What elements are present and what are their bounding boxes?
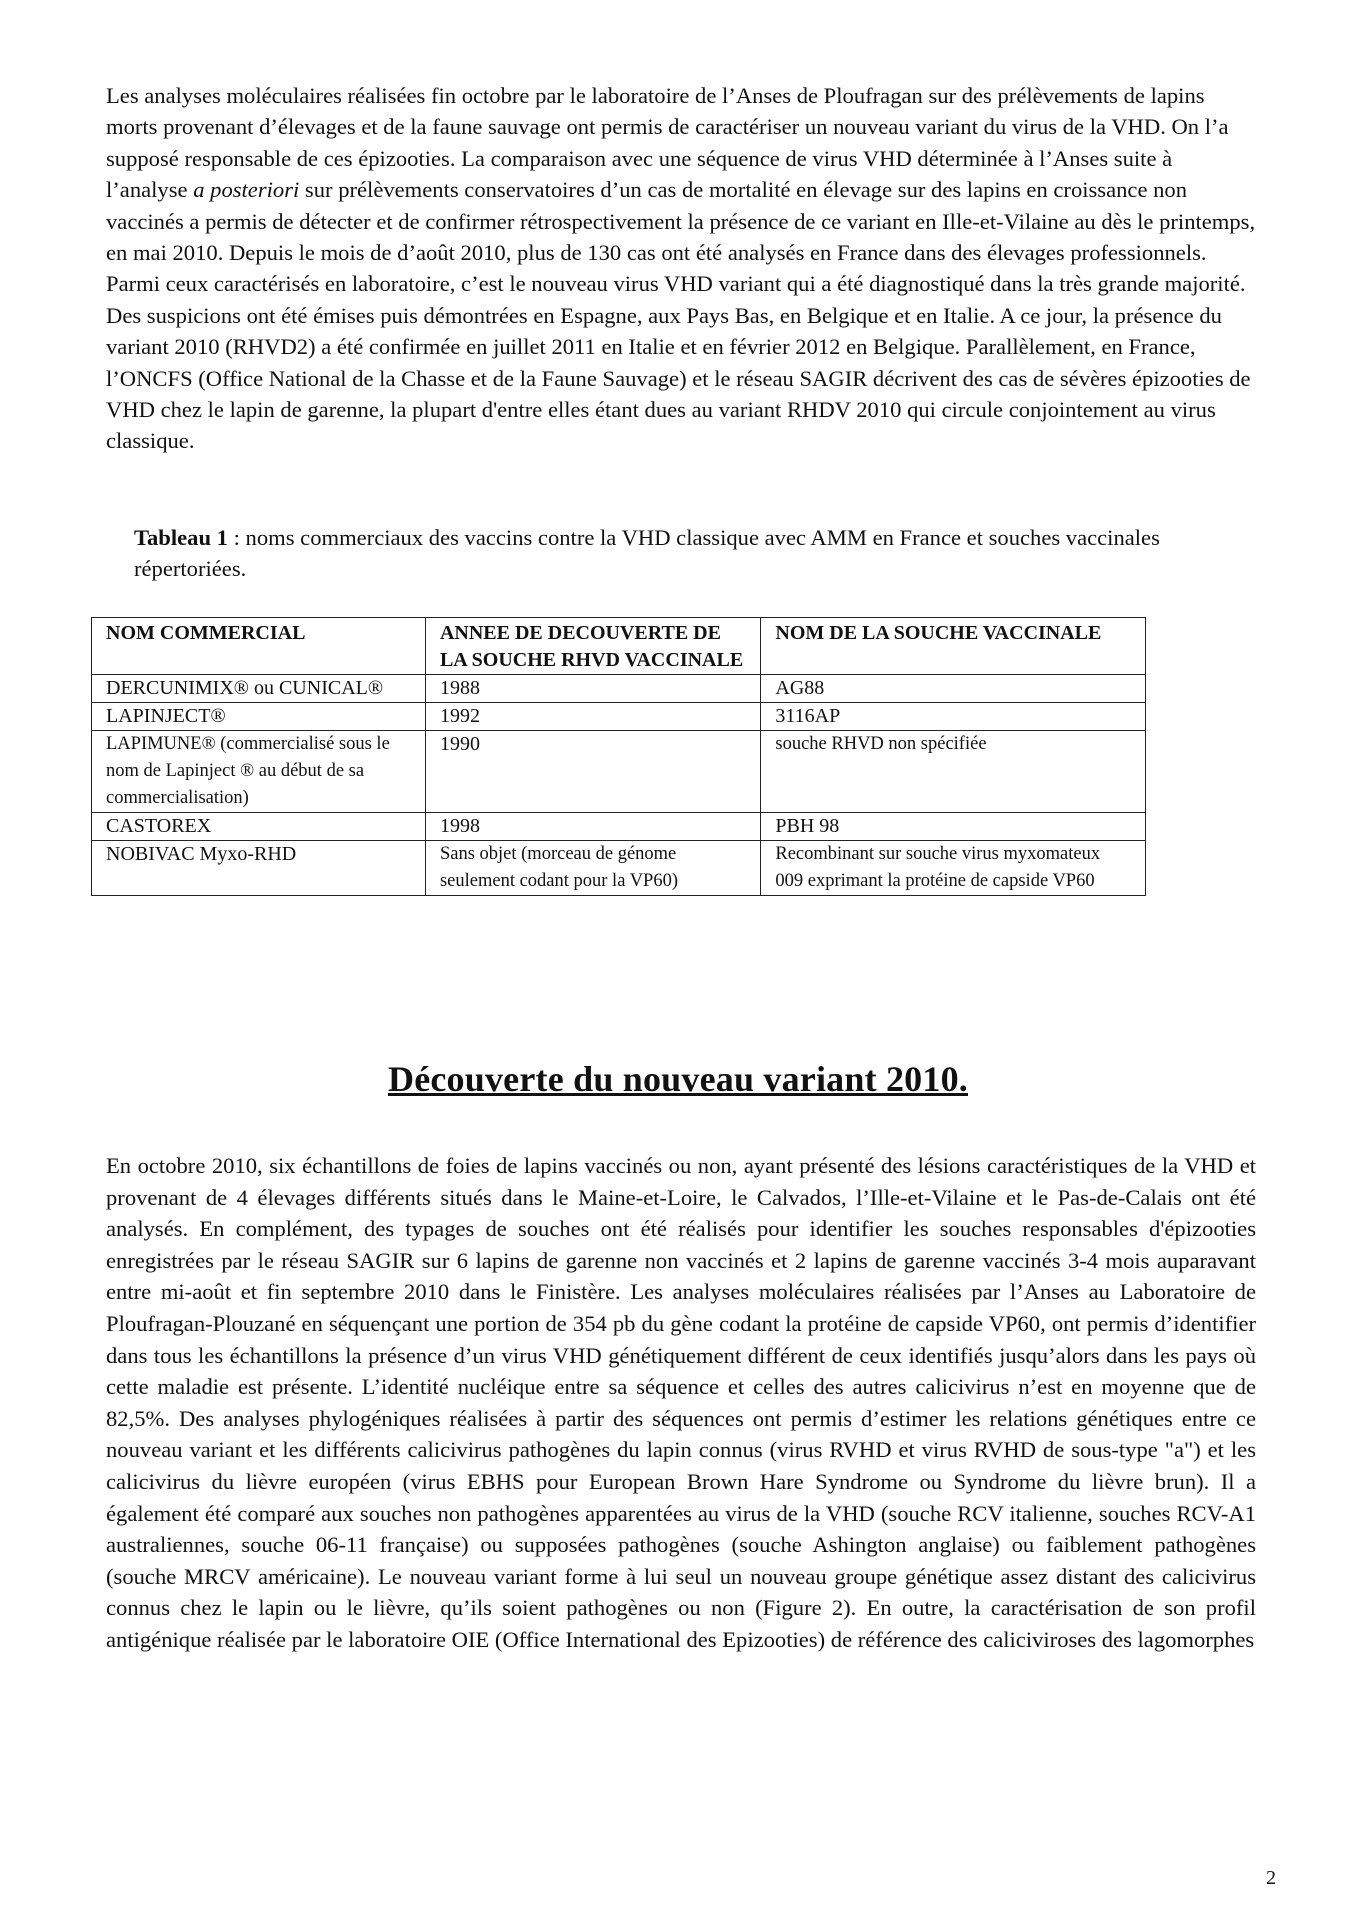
cell-commercial-name: CASTOREX — [92, 813, 426, 841]
table-caption — [134, 522, 1254, 585]
header-commercial-name: NOM COMMERCIAL — [92, 618, 426, 675]
header-discovery-year: ANNEE DE DECOUVERTE DE LA SOUCHE RHVD VACCINALE — [425, 618, 760, 675]
intro-text-part1: Les analyses moléculaires réalisées fin octobre par le laboratoire de l’Anses de Ploufragan sur des prélèvements de lapins morts provenant d’élevages et de la faune sauvage ont permis de caractériser un nouveau variant du virus de la VHD. On l’a supposé responsable de ces épizooties. La comparaison avec une séquence de virus VHD déterminée à l’Anses suite à l’analyse — [106, 83, 1229, 203]
cell-strain-name: AG88 — [761, 675, 1146, 703]
cell-strain-name: souche RHVD non spécifiée — [761, 731, 1146, 813]
cell-discovery-year: 1992 — [425, 703, 760, 731]
table-row — [92, 841, 1146, 896]
cell-commercial-name: NOBIVAC Myxo-RHD — [92, 841, 426, 896]
table-row — [92, 703, 1146, 731]
header-strain-name: NOM DE LA SOUCHE VACCINALE — [761, 618, 1146, 675]
intro-italic-term: a posteriori — [193, 177, 300, 203]
table-row — [92, 675, 1146, 703]
cell-discovery-year: Sans objet (morceau de génome seulement codant pour la VP60) — [425, 841, 760, 896]
cell-commercial-name: LAPIMUNE® (commercialisé sous le nom de Lapinject ® au début de sa commercialisation) — [92, 731, 426, 813]
cell-discovery-year: 1998 — [425, 813, 760, 841]
vaccine-table — [91, 617, 1146, 896]
page-number: 2 — [1266, 1867, 1276, 1889]
table-caption-text: : noms commerciaux des vaccins contre la VHD classique avec AMM en France et souches vaccinales répertoriées. — [134, 525, 1160, 582]
intro-paragraph — [106, 80, 1256, 457]
cell-commercial-name: DERCUNIMIX® ou CUNICAL® — [92, 675, 426, 703]
table-row — [92, 731, 1146, 813]
table-row — [92, 813, 1146, 841]
cell-strain-name: 3116AP — [761, 703, 1146, 731]
table-caption-label: Tableau 1 — [134, 525, 228, 550]
table-header-row — [92, 618, 1146, 675]
cell-strain-name: Recombinant sur souche virus myxomateux 009 exprimant la protéine de capside VP60 — [761, 841, 1146, 896]
body-paragraph: En octobre 2010, six échantillons de foies de lapins vaccinés ou non, ayant présenté des lésions caractéristiques de la VHD et provenant de 4 élevages différents situés dans le Maine-et-Loire, le Calvados, l’Ille-et-Vilaine et le Pas-de-Calais ont été analysés. En complément, des typages de souches ont été réalisés pour identifier les souches responsables d'épizooties enregistrées par le réseau SAGIR sur 6 lapins de garenne non vaccinés et 2 lapins de garenne vaccinés 3-4 mois auparavant entre mi-août et fin septembre 2010 dans le Finistère. Les analyses moléculaires réalisées par l’Anses au Laboratoire de Ploufragan-Plouzané en séquençant une portion de 354 pb du gène codant la protéine de capside VP60, ont permis d’identifier dans tous les échantillons la présence d’un virus VHD génétiquement différent de ceux identifiés jusqu’alors dans les pays où cette maladie est présente. L’identité nucléique entre sa séquence et celles des autres calicivirus n’est en moyenne que de 82,5%. Des analyses phylogéniques réalisées à partir des séquences ont permis d’estimer les relations génétiques entre ce nouveau variant et les différents calicivirus pathogènes du lapin connus (virus RVHD et virus RVHD de sous-type "a") et les calicivirus du lièvre européen (virus EBHS pour European Brown Hare Syndrome ou Syndrome du lièvre brun). Il a également été comparé aux souches non pathogènes apparentées au virus de la VHD (souche RCV italienne, souches RCV-A1 australiennes, souche 06-11 française) ou supposées pathogènes (souche Ashington anglaise) ou faiblement pathogènes (souche MRCV américaine). Le nouveau variant forme à lui seul un nouveau groupe génétique assez distant des calicivirus connus chez le lapin ou le lièvre, qu’ils soient pathogènes ou non (Figure 2). En outre, la caractérisation de son profil antigénique réalisée par le laboratoire OIE (Office International des Epizooties) de référence des caliciviroses des lagomorphes — [106, 1153, 1256, 1652]
cell-discovery-year: 1988 — [425, 675, 760, 703]
cell-discovery-year: 1990 — [425, 731, 760, 813]
cell-strain-name: PBH 98 — [761, 813, 1146, 841]
intro-text-part2: sur prélèvements conservatoires d’un cas de mortalité en élevage sur des lapins en croissance non vaccinés a permis de détecter et de confirmer rétrospectivement la présence de ce variant en Ille-et-Vilaine au dès le printemps, en mai 2010. Depuis le mois de d’août 2010, plus de 130 cas ont été analysés en France dans des élevages professionnels. Parmi ceux caractérisés en laboratoire, c’est le nouveau virus VHD variant qui a été diagnostiqué dans la très grande majorité. Des suspicions ont été émises puis démontrées en Espagne, aux Pays Bas, en Belgique et en Italie. A ce jour, la présence du variant 2010 (RHVD2) a été confirmée en juillet 2011 en Italie et en février 2012 en Belgique. Parallèlement, en France, l’ONCFS (Office National de la Chasse et de la Faune Sauvage) et le réseau SAGIR décrivent des cas de sévères épizooties de VHD chez le lapin de garenne, la plupart d'entre elles étant dues au variant RHDV 2010 qui circule conjointement au virus classique. — [106, 177, 1256, 454]
cell-commercial-name: LAPINJECT® — [92, 703, 426, 731]
section-title: Découverte du nouveau variant 2010. — [388, 1059, 968, 1099]
